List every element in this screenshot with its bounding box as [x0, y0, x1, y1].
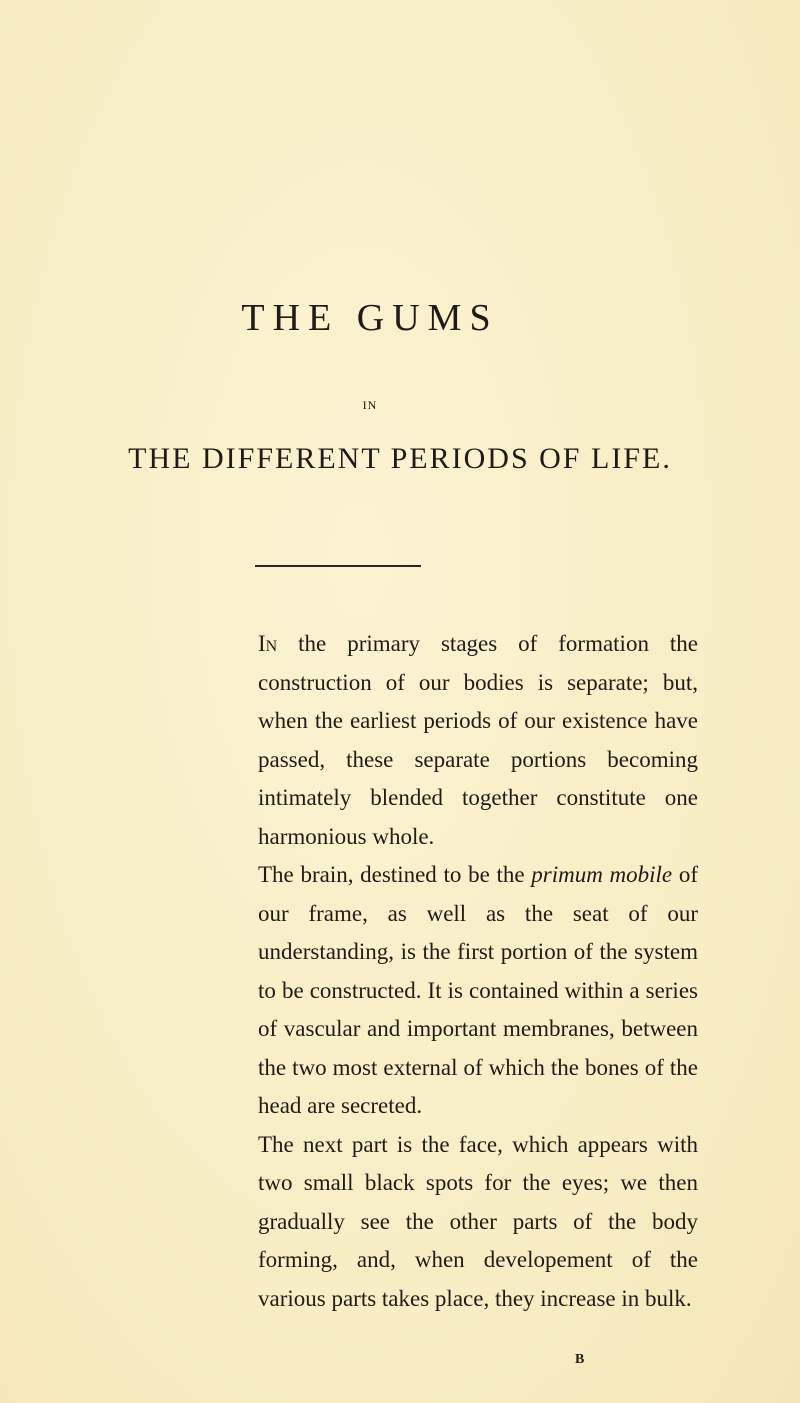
- paragraph-1-text: the primary stages of formation the construction of our bodies is separate; but, when the earliest periods of our existence have passed, these separate portions becoming intimately blended together constitute one harmonious whole.: [258, 631, 698, 849]
- paragraph-2: [258, 856, 698, 1126]
- body-text: [258, 625, 698, 1318]
- paragraph-1: [258, 625, 698, 856]
- section-divider-rule: [255, 565, 421, 567]
- paragraph-3-text: The next part is the face, which appears with two small black spots for the eyes; we then gradually see the other parts of the body forming, and, when developement of the various parts takes place, they increase in bulk.: [258, 1131, 698, 1311]
- paragraph-1-lead: In: [258, 631, 278, 656]
- title-connector: IN: [362, 398, 378, 412]
- chapter-title: THE GUMS: [241, 297, 499, 339]
- signature-mark: B: [575, 1352, 585, 1367]
- chapter-subtitle: THE DIFFERENT PERIODS OF LIFE.: [128, 442, 672, 475]
- paragraph-3: [258, 1126, 698, 1319]
- paragraph-2-text-after: of our frame, as well as the seat of our understanding, is the first portion of the system to be constructed. It is contained within a series of vascular and important membranes, between the two most external of which the bones of the head are secreted.: [258, 862, 698, 1118]
- paragraph-2-emphasis: primum mobile: [531, 862, 673, 887]
- paragraph-2-text-before: The brain, destined to be the: [258, 862, 532, 887]
